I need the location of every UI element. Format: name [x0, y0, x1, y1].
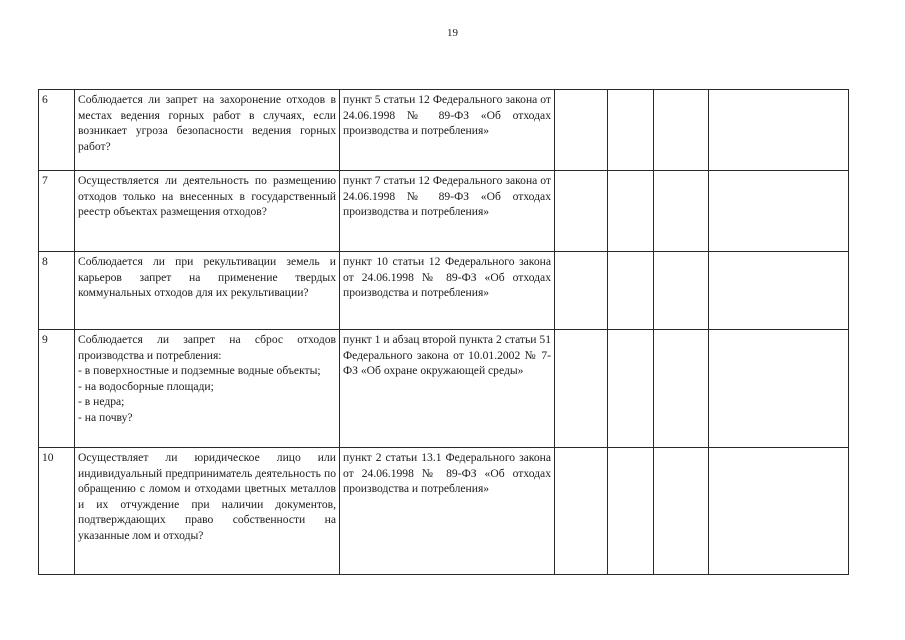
answer-cell-not-applicable [654, 171, 709, 252]
legal-basis: пункт 10 статьи 12 Федерального закона от 24.06.1998 № 89-ФЗ «Об отходах производства и потребления» [340, 252, 555, 330]
legal-basis: пункт 1 и абзац второй пункта 2 статьи 51 Федерального закона от 10.01.2002 № 7-ФЗ «Об охране окружающей среды» [340, 330, 555, 448]
notes-cell [709, 448, 849, 575]
question-line: - на почву? [78, 410, 133, 424]
row-number: 9 [39, 330, 75, 448]
table-row [39, 252, 849, 330]
notes-cell [709, 330, 849, 448]
legal-basis: пункт 5 статьи 12 Федерального закона от 24.06.1998 № 89-ФЗ «Об отходах производства и потребления» [340, 90, 555, 171]
table-row [39, 171, 849, 252]
answer-cell-not-applicable [654, 448, 709, 575]
legal-basis: пункт 7 статьи 12 Федерального закона от 24.06.1998 № 89-ФЗ «Об отходах производства и потребления» [340, 171, 555, 252]
requirement-question: Соблюдается ли запрет на захоронение отходов в местах ведения горных работ в случаях, если возникает угроза безопасности ведения горных работ? [75, 90, 340, 171]
question-line: - на водосборные площади; [78, 379, 214, 393]
answer-cell-yes [555, 448, 608, 575]
notes-cell [709, 90, 849, 171]
table-row [39, 330, 849, 448]
requirement-question [75, 330, 340, 448]
answer-cell-not-applicable [654, 90, 709, 171]
question-line: - в поверхностные и подземные водные объекты; [78, 364, 321, 378]
answer-cell-no [608, 448, 654, 575]
row-number: 7 [39, 171, 75, 252]
row-number: 8 [39, 252, 75, 330]
answer-cell-yes [555, 171, 608, 252]
row-number: 10 [39, 448, 75, 575]
answer-cell-not-applicable [654, 330, 709, 448]
answer-cell-not-applicable [654, 252, 709, 330]
answer-cell-yes [555, 330, 608, 448]
answer-cell-no [608, 252, 654, 330]
answer-cell-no [608, 330, 654, 448]
question-line: Соблюдается ли запрет на сброс отходов производства и потребления: [78, 333, 336, 362]
page-number: 19 [447, 27, 458, 39]
answer-cell-no [608, 171, 654, 252]
row-number: 6 [39, 90, 75, 171]
requirement-question: Соблюдается ли при рекультивации земель и карьеров запрет на применение твердых коммунальных отходов для их рекультивации? [75, 252, 340, 330]
notes-cell [709, 171, 849, 252]
answer-cell-yes [555, 252, 608, 330]
table-row [39, 90, 849, 171]
notes-cell [709, 252, 849, 330]
requirement-question: Осуществляет ли юридическое лицо или индивидуальный предприниматель деятельность по обращению с ломом и отходами цветных металлов и их отчуждение при наличии документов, подтверждающих право собственности на указанные лом и отходы? [75, 448, 340, 575]
checklist-table [38, 89, 849, 575]
answer-cell-no [608, 90, 654, 171]
question-line: - в недра; [78, 395, 125, 409]
answer-cell-yes [555, 90, 608, 171]
legal-basis: пункт 2 статьи 13.1 Федерального закона от 24.06.1998 № 89-ФЗ «Об отходах производства и потребления» [340, 448, 555, 575]
requirement-question: Осуществляется ли деятельность по размещению отходов только на внесенных в государственный реестр объектах размещения отходов? [75, 171, 340, 252]
table-row [39, 448, 849, 575]
